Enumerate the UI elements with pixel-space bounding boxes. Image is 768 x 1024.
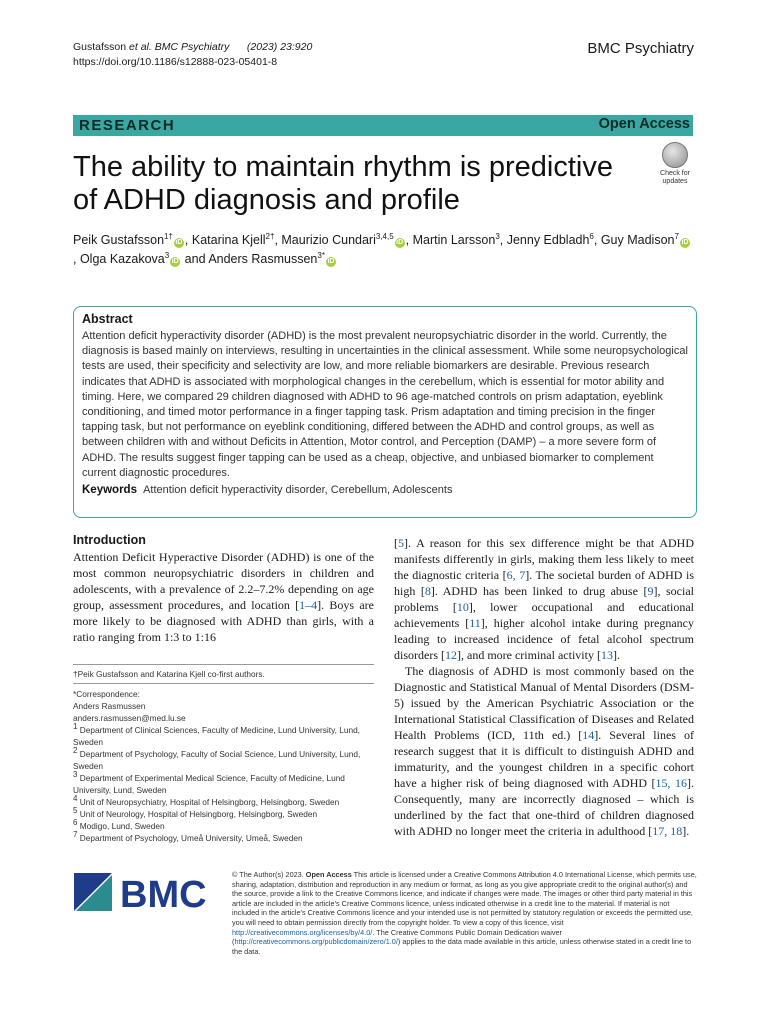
author-name: Olga Kazakova	[79, 252, 165, 266]
author-name: Anders Rasmussen	[208, 252, 318, 266]
doi-link[interactable]: https://doi.org/10.1186/s12888-023-05401-8	[73, 56, 278, 68]
citation-link[interactable]: 9	[647, 584, 654, 598]
citation-link[interactable]: 8	[424, 584, 431, 598]
check-updates-icon	[662, 142, 688, 168]
affiliation-item: $^5$ Unit of Neurology, Hospital of Helsingborg, Helsingborg, Sweden	[73, 806, 318, 819]
author-name: Maurizio Cundari	[281, 233, 376, 247]
affiliation-list	[73, 724, 373, 844]
author-affiliation-marker: 3*	[317, 250, 325, 260]
keywords-text: Attention deficit hyperactivity disorder, Cerebellum, Adolescents	[143, 484, 453, 497]
author-affiliation-marker: 2†	[265, 231, 275, 241]
footnote-divider	[73, 664, 374, 665]
cofirst-footnote: †Peik Gustafsson and Katarina Kjell co-first authors.	[73, 669, 265, 679]
intro-paragraph-1: Attention Deficit Hyperactive Disorder (ADHD) is one of the most common neuropsychiatric disorders in children and adolescents, with a prevalence of 2.2–7.2% depending on age group, assessment procedures, and location [1–4]. Boys are more likely to be diagnosed with ADHD than girls, with a ratio ranging from 1:3 to 1:16	[73, 550, 374, 644]
affiliation-item: $^6$ Modigo, Lund, Sweden	[73, 818, 165, 831]
orcid-icon[interactable]: iD	[396, 239, 404, 246]
license-prefix: © The Author(s) 2023.	[232, 870, 306, 879]
citation-link[interactable]: 13	[600, 648, 613, 662]
correspondence-email[interactable]: anders.rasmussen@med.lu.se	[73, 713, 186, 723]
keywords-label: Keywords	[82, 484, 137, 497]
author-name: Martin Larsson	[412, 233, 496, 247]
author-affiliation-marker: 7	[674, 231, 679, 241]
author-name: Guy Madison	[600, 233, 675, 247]
license-link[interactable]: http://creativecommons.org/licenses/by/4.0/	[232, 927, 373, 937]
citation-link[interactable]: 5	[398, 536, 404, 550]
footnote-divider	[73, 683, 374, 684]
article-title: The ability to maintain rhythm is predictive of ADHD diagnosis and profile	[73, 151, 613, 216]
citation-link[interactable]: 1–4	[299, 598, 318, 612]
section-banner	[73, 115, 693, 136]
abstract-box	[73, 306, 697, 518]
check-updates-label: Check for updates	[660, 170, 690, 185]
citation-link[interactable]: 11	[469, 616, 481, 630]
author-name: Peik Gustafsson	[73, 233, 165, 247]
bmc-logo-icon	[74, 873, 214, 913]
abstract-body: Attention deficit hyperactivity disorder (ADHD) is the most prevalent neuropsychiatric disorder in the world. Currently, the diagnosis is based mainly on interviews, resulting in uncertainties in the clinical assessment. While some neuropsychological tests are used, their specificity and selectivity are low, and more reliable biomarkers are desirable. Previous research indicates that ADHD is associated with morphological changes in the cerebellum, which is essential for motor ability and timing. Here, we compared 29 children diagnosed with ADHD to 96 age-matched controls on prism adaptation, eyeblink conditioning, and timed motor performance in a finger tapping task. Prism adaptation and timing precision in the finger tapping task, but not performance on eyeblink conditioning, differed between the ADHD and control groups, as well as between children with and without Deficits in Attention, Motor control, and Perception (DAMP) – a more severe form of ADHD. The results suggest finger tapping can be used as a cheap, objective, and unbiased biomarker to complement current diagnostic procedures.	[82, 330, 688, 479]
bmc-logo-text: BMC	[120, 874, 207, 913]
affiliation-item: $^2$ Department of Psychology, Faculty of Social Science, Lund University, Lund, Sweden	[73, 746, 361, 771]
citation-link[interactable]: 14	[582, 728, 595, 742]
author-affiliation-marker: 1†	[164, 231, 173, 241]
author-affiliation-marker: 3,4,5	[375, 231, 394, 241]
citation-link[interactable]: 6, 7	[506, 568, 526, 582]
citation-journal: et al. BMC Psychiatry	[129, 41, 230, 53]
correspondence-name: Anders Rasmussen	[73, 701, 146, 711]
affiliation-item: $^1$ Department of Clinical Sciences, Faculty of Medicine, Lund University, Lund, Sweden	[73, 722, 360, 747]
citation-year: (2023) 23:920	[246, 41, 313, 53]
correspondence-label: *Correspondence:	[73, 689, 140, 699]
license-statement	[232, 870, 697, 956]
right-column	[394, 535, 694, 839]
author-affiliation-marker: 6	[589, 231, 594, 241]
citation-link[interactable]: 10	[456, 600, 469, 614]
keywords	[82, 484, 688, 496]
orcid-icon[interactable]: iD	[327, 258, 335, 265]
license-suffix: ) applies to the data made available in this article, unless otherwise stated in a credit line to the data.	[232, 937, 692, 956]
affiliation-item: $^7$ Department of Psychology, Umeå University, Umeå, Sweden	[73, 830, 303, 843]
affiliation-item: $^3$ Department of Experimental Medical Science, Faculty of Medicine, Lund University, Lund, Sweden	[73, 770, 345, 795]
affiliation-item: $^4$ Unit of Neuropsychiatry, Hospital of Helsingborg, Helsingborg, Sweden	[73, 794, 340, 807]
author-list: Peik Gustafsson$^{1\dagger}$iD , Katarina Kjell$^{2\dagger}$, Maurizio Cundari$^{3,4,5}$iD , Martin Larsson$^3$, Jenny Edbladh$^6$, Guy Madison$^7$iD , Olga Kazakova$^3$iD and Anders Rasmussen$^{3*}$iD	[73, 231, 689, 266]
author-name: Jenny Edbladh	[506, 233, 590, 247]
author-affiliation-marker: 3	[495, 231, 500, 241]
abstract-heading: Abstract	[82, 312, 133, 326]
citation-link[interactable]: 12	[445, 648, 457, 662]
intro-heading: Introduction	[73, 533, 146, 547]
bmc-logo	[74, 873, 214, 913]
check-for-updates-button[interactable]	[652, 142, 698, 185]
orcid-icon[interactable]: iD	[171, 258, 179, 265]
section-label: RESEARCH	[79, 117, 176, 134]
citation-link[interactable]: 17, 18	[652, 824, 683, 838]
intro-paragraph-2: The diagnosis of ADHD is most commonly based on the Diagnostic and Statistical Manual of Mental Disorders (DSM-5) issued by the American Psychiatric Association or the International Statistical Classification of Diseases and Related Health Problems (ICD, 11th ed.) [14]. Several lines of research suggest that it is difficult to distinguish ADHD and immaturity, and the youngest children in a specific cohort have a higher risk of being diagnosed with ADHD [15, 16]. Consequently, many are incorrectly diagnosed – which is underlined by the fact that one-third of children diagnosed with ADHD no longer meet the criteria in adulthood [17, 18].	[394, 664, 695, 838]
license-text-mid: . The Creative Commons Public Domain Dedication waiver (	[232, 927, 562, 947]
license-open-access: Open Access	[305, 870, 352, 879]
citation-authors: Gustafsson	[73, 41, 130, 53]
orcid-icon[interactable]: iD	[681, 239, 689, 246]
license-text: This article is licensed under a Creative Commons Attribution 4.0 International License, which permits use, sharing, adaptation, distribution and reproduction in any medium or format, as long as you give appropriate credit to the original author(s) and the source, provide a link to the Creative Commons licence, and indicate if changes were made. The images or other third party material in this article are included in the article's Creative Commons licence, unless indicated otherwise in a credit line to the material. If material is not included in the article's Creative Commons licence and your intended use is not permitted by statutory regulation or exceeds the permitted use, you will need to obtain permission directly from the copyright holder. To view a copy of this licence, visit	[232, 870, 697, 927]
running-header	[73, 40, 312, 70]
citation-link[interactable]: 15, 16	[655, 776, 688, 790]
journal-name: BMC Psychiatry	[587, 40, 694, 57]
open-access-label: Open Access	[598, 116, 690, 132]
orcid-icon[interactable]: iD	[175, 239, 183, 246]
author-affiliation-marker: 3	[164, 250, 170, 260]
correspondence-block	[73, 688, 373, 844]
left-column	[73, 533, 374, 645]
author-name: Katarina Kjell	[191, 233, 266, 247]
public-domain-link[interactable]: http://creativecommons.org/publicdomain/zero/1.0/	[234, 937, 398, 947]
intro-paragraph-1-continued: [5]. A reason for this sex difference might be that ADHD manifests differently in girls, making them less likely to meet the diagnostic criteria [6, 7]. The societal burden of ADHD is high [8]. ADHD has been linked to drug abuse [9], social problems [10], lower occupational and educational achievements [11], higher alcohol intake during pregnancy leading to increased incidence of fetal alcohol spectrum disorders [12], and more criminal activity [13].	[394, 536, 694, 662]
